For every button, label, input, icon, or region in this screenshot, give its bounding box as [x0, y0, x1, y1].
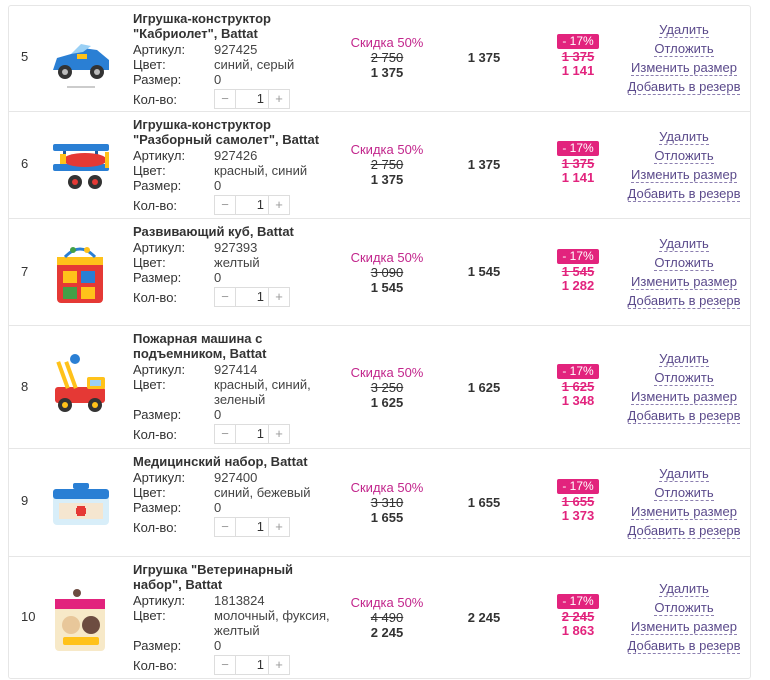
table-row: [9, 326, 750, 449]
qty-label: Кол-во:: [133, 426, 178, 442]
promo-block: [554, 141, 602, 185]
old-price: 3 090: [370, 265, 404, 280]
current-price: 1 655: [370, 510, 404, 525]
quantity-stepper: [214, 424, 290, 444]
qty-input[interactable]: 1: [235, 90, 269, 108]
discount-label: Скидка 50%: [350, 35, 424, 50]
discount-label: Скидка 50%: [350, 142, 424, 157]
toy-car-image[interactable]: [47, 24, 115, 92]
add-to-reserve-link[interactable]: Добавить в резерв: [627, 523, 741, 538]
qty-input[interactable]: 1: [235, 425, 269, 443]
qty-increase-button[interactable]: +: [275, 657, 283, 672]
article-label: Артикул:: [133, 240, 186, 255]
discount-badge: - 17%: [557, 594, 598, 609]
product-info: [133, 331, 333, 444]
qty-input[interactable]: 1: [235, 288, 269, 306]
vet-set-image[interactable]: [47, 587, 115, 655]
product-name[interactable]: Медицинский набор, Battat: [133, 454, 308, 469]
remove-link[interactable]: Удалить: [659, 466, 709, 481]
price-block: [341, 250, 433, 295]
row-number: 9: [21, 493, 29, 508]
row-actions: [621, 464, 747, 540]
postpone-link[interactable]: Отложить: [654, 41, 714, 56]
table-row: [9, 112, 750, 219]
current-price: 1 375: [370, 65, 404, 80]
table-row: [9, 449, 750, 557]
promo-new-price: 1 373: [561, 508, 595, 523]
current-price: 1 625: [370, 395, 404, 410]
old-price: 3 250: [370, 380, 404, 395]
activity-cube-image[interactable]: [47, 239, 115, 307]
price-block: [341, 480, 433, 525]
qty-decrease-button[interactable]: −: [221, 289, 229, 304]
promo-old-price: 1 375: [561, 49, 595, 64]
quantity-stepper: [214, 89, 290, 109]
add-to-reserve-link[interactable]: Добавить в резерв: [627, 79, 741, 94]
size-label: Размер:: [133, 72, 182, 87]
old-price: 2 750: [370, 50, 404, 65]
promo-old-price: 2 245: [561, 609, 595, 624]
product-name[interactable]: Пожарная машина с подъемником, Battat: [133, 331, 267, 361]
size-value: 0: [214, 500, 222, 515]
postpone-link[interactable]: Отложить: [654, 600, 714, 615]
row-total: 1 625: [467, 380, 501, 395]
quantity-stepper: [214, 655, 290, 675]
discount-label: Скидка 50%: [350, 595, 424, 610]
row-total: 1 545: [467, 264, 501, 279]
size-value: 0: [214, 178, 222, 193]
discount-badge: - 17%: [557, 34, 598, 49]
table-row: [9, 557, 750, 678]
old-price: 2 750: [370, 157, 404, 172]
row-actions: [621, 349, 747, 425]
product-name[interactable]: Игрушка "Ветеринарный набор", Battat: [133, 562, 294, 592]
promo-new-price: 1 141: [561, 170, 595, 185]
promo-block: [554, 594, 602, 638]
add-to-reserve-link[interactable]: Добавить в резерв: [627, 638, 741, 653]
row-number: 7: [21, 264, 29, 279]
qty-increase-button[interactable]: +: [275, 289, 283, 304]
row-actions: [621, 579, 747, 655]
quantity-stepper: [214, 195, 290, 215]
color-value: желтый: [214, 255, 260, 270]
promo-old-price: 1 375: [561, 156, 595, 171]
add-to-reserve-link[interactable]: Добавить в резерв: [627, 293, 741, 308]
size-value: 0: [214, 72, 222, 87]
qty-label: Кол-во:: [133, 289, 178, 305]
size-label: Размер:: [133, 638, 182, 653]
product-info: [133, 11, 333, 109]
color-label: Цвет:: [133, 485, 166, 500]
qty-label: Кол-во:: [133, 197, 178, 213]
change-size-link[interactable]: Изменить размер: [631, 274, 737, 289]
change-size-link[interactable]: Изменить размер: [631, 619, 737, 634]
discount-badge: - 17%: [557, 141, 598, 156]
qty-increase-button[interactable]: +: [275, 197, 283, 212]
promo-block: [554, 479, 602, 523]
color-label: Цвет:: [133, 377, 166, 392]
size-value: 0: [214, 638, 222, 653]
change-size-link[interactable]: Изменить размер: [631, 167, 737, 182]
promo-old-price: 1 625: [561, 379, 595, 394]
row-total: 1 655: [467, 495, 501, 510]
color-label: Цвет:: [133, 57, 166, 72]
promo-old-price: 1 655: [561, 494, 595, 509]
qty-input[interactable]: 1: [235, 196, 269, 214]
discount-badge: - 17%: [557, 479, 598, 494]
product-info: [133, 224, 333, 307]
article-label: Артикул:: [133, 362, 186, 377]
medical-kit-image[interactable]: [47, 469, 115, 537]
discount-label: Скидка 50%: [350, 250, 424, 265]
color-value: красный, синий: [214, 163, 308, 178]
qty-label: Кол-во:: [133, 519, 178, 535]
price-block: [341, 142, 433, 187]
row-actions: [621, 127, 747, 203]
product-name[interactable]: Игрушка-конструктор "Разборный самолет", Battat: [133, 117, 320, 147]
cart-table: [8, 5, 751, 679]
promo-new-price: 1 348: [561, 393, 595, 408]
article-value: 927426: [214, 148, 258, 163]
toy-airplane-image[interactable]: [47, 130, 115, 198]
discount-label: Скидка 50%: [350, 365, 424, 380]
row-number: 5: [21, 49, 29, 64]
add-to-reserve-link[interactable]: Добавить в резерв: [627, 186, 741, 201]
row-number: 10: [21, 609, 36, 624]
change-size-link[interactable]: Изменить размер: [631, 60, 737, 75]
promo-old-price: 1 545: [561, 264, 595, 279]
product-info: [133, 562, 333, 675]
row-number: 6: [21, 156, 29, 171]
table-row: [9, 6, 750, 112]
qty-increase-button[interactable]: +: [275, 426, 283, 441]
change-size-link[interactable]: Изменить размер: [631, 504, 737, 519]
current-price: 1 545: [370, 280, 404, 295]
row-total: 1 375: [467, 157, 501, 172]
size-value: 0: [214, 270, 222, 285]
row-number: 8: [21, 379, 29, 394]
price-block: [341, 595, 433, 640]
row-total: 1 375: [467, 50, 501, 65]
article-value: 927425: [214, 42, 258, 57]
qty-decrease-button[interactable]: −: [221, 519, 229, 534]
qty-decrease-button[interactable]: −: [221, 426, 229, 441]
quantity-stepper: [214, 517, 290, 537]
old-price: 4 490: [370, 610, 404, 625]
promo-new-price: 1 282: [561, 278, 595, 293]
discount-badge: - 17%: [557, 364, 598, 379]
product-info: [133, 454, 333, 537]
qty-label: Кол-во:: [133, 91, 178, 107]
discount-label: Скидка 50%: [350, 480, 424, 495]
promo-new-price: 1 141: [561, 63, 595, 78]
row-actions: [621, 20, 747, 96]
color-value: красный, синий, зеленый: [214, 377, 311, 407]
color-label: Цвет:: [133, 255, 166, 270]
size-label: Размер:: [133, 500, 182, 515]
article-label: Артикул:: [133, 470, 186, 485]
price-block: [341, 365, 433, 410]
promo-block: [554, 34, 602, 78]
article-value: 927400: [214, 470, 258, 485]
change-size-link[interactable]: Изменить размер: [631, 389, 737, 404]
promo-block: [554, 249, 602, 293]
qty-decrease-button[interactable]: −: [221, 91, 229, 106]
product-info: [133, 117, 333, 215]
postpone-link[interactable]: Отложить: [654, 148, 714, 163]
remove-link[interactable]: Удалить: [659, 236, 709, 251]
current-price: 2 245: [370, 625, 404, 640]
remove-link[interactable]: Удалить: [659, 22, 709, 37]
size-label: Размер:: [133, 270, 182, 285]
color-label: Цвет:: [133, 163, 166, 178]
quantity-stepper: [214, 287, 290, 307]
article-label: Артикул:: [133, 593, 186, 608]
color-value: синий, серый: [214, 57, 295, 72]
remove-link[interactable]: Удалить: [659, 581, 709, 596]
postpone-link[interactable]: Отложить: [654, 255, 714, 270]
qty-label: Кол-во:: [133, 657, 178, 673]
promo-block: [554, 364, 602, 408]
discount-badge: - 17%: [557, 249, 598, 264]
row-total: 2 245: [467, 610, 501, 625]
postpone-link[interactable]: Отложить: [654, 485, 714, 500]
price-block: [341, 35, 433, 80]
postpone-link[interactable]: Отложить: [654, 370, 714, 385]
color-value: молочный, фуксия, желтый: [214, 608, 330, 638]
qty-decrease-button[interactable]: −: [221, 197, 229, 212]
remove-link[interactable]: Удалить: [659, 351, 709, 366]
remove-link[interactable]: Удалить: [659, 129, 709, 144]
color-label: Цвет:: [133, 608, 166, 623]
product-name[interactable]: Игрушка-конструктор "Кабриолет", Battat: [133, 11, 271, 41]
size-label: Размер:: [133, 407, 182, 422]
size-value: 0: [214, 407, 222, 422]
article-label: Артикул:: [133, 148, 186, 163]
size-label: Размер:: [133, 178, 182, 193]
qty-input[interactable]: 1: [235, 656, 269, 674]
promo-new-price: 1 863: [561, 623, 595, 638]
qty-increase-button[interactable]: +: [275, 91, 283, 106]
article-value: 927414: [214, 362, 258, 377]
article-value: 927393: [214, 240, 258, 255]
qty-input[interactable]: 1: [235, 518, 269, 536]
current-price: 1 375: [370, 172, 404, 187]
fire-truck-image[interactable]: [47, 351, 115, 419]
table-row: [9, 219, 750, 326]
qty-increase-button[interactable]: +: [275, 519, 283, 534]
article-label: Артикул:: [133, 42, 186, 57]
qty-decrease-button[interactable]: −: [221, 657, 229, 672]
color-value: синий, бежевый: [214, 485, 311, 500]
add-to-reserve-link[interactable]: Добавить в резерв: [627, 408, 741, 423]
row-actions: [621, 234, 747, 310]
article-value: 1813824: [214, 593, 265, 608]
old-price: 3 310: [370, 495, 404, 510]
product-name[interactable]: Развивающий куб, Battat: [133, 224, 294, 239]
